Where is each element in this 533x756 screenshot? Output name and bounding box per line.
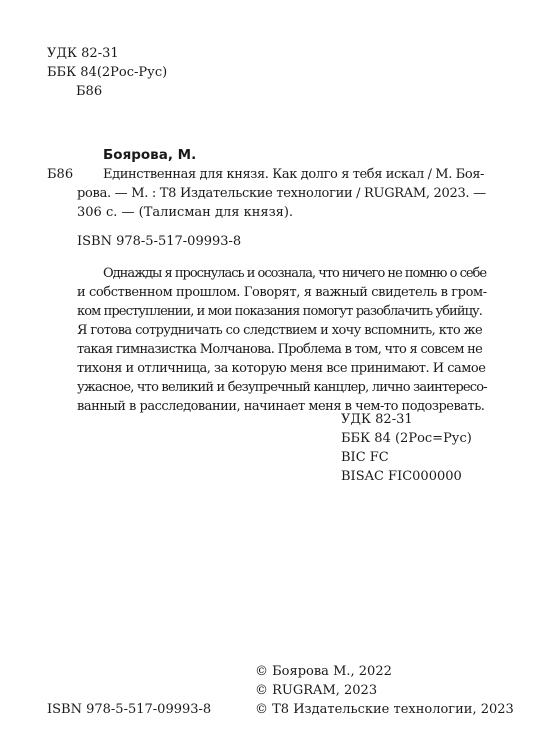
top-bbk: ББК 84(2Рос-Рус) — [47, 65, 168, 80]
class-udk: УДК 82-31 — [341, 412, 413, 427]
annotation-line: и собственном прошлом. Говорят, я важный свидетель в гром- — [77, 285, 487, 300]
annotation — [77, 264, 487, 416]
annotation-line: Однажды я проснулась и осознала, что ничего не помню о себе — [103, 266, 487, 281]
annotation-line: Я готова сотрудничать со следствием и хочу вспомнить, кто же — [77, 323, 483, 338]
annotation-line: такая гимназистка Молчанова. Проблема в том, что я совсем не — [77, 342, 483, 357]
copyright-line: © Боярова М., 2022 — [255, 664, 392, 679]
class-bisac: BISAC FIC000000 — [341, 469, 462, 484]
copyright-line: © Т8 Издательские технологии, 2023 — [255, 702, 514, 717]
record-author-mark: Б86 — [47, 167, 74, 182]
class-bic: BIC FC — [341, 450, 389, 465]
record-description — [77, 165, 487, 222]
footer-isbn: ISBN 978-5-517-09993-8 — [47, 702, 212, 717]
top-author-mark: Б86 — [76, 84, 103, 99]
record-desc-line: Единственная для князя. Как долго я тебя искал / М. Боя- — [103, 167, 485, 182]
annotation-line: ванный в расследовании, начинает меня в чем-то подозревать. — [77, 399, 485, 414]
annotation-line: тихоня и отличница, за которую меня все принимают. И самое — [77, 361, 486, 376]
copyright-line: © RUGRAM, 2023 — [255, 683, 378, 698]
author-heading: Боярова, М. — [103, 147, 197, 163]
record-isbn: ISBN 978-5-517-09993-8 — [77, 234, 242, 249]
copyright-block — [255, 662, 514, 719]
class-bbk: ББК 84 (2Рос=Рус) — [341, 431, 472, 446]
record-desc-line: рова. — М. : Т8 Издательские технологии / RUGRAM, 2023. — — [77, 186, 486, 201]
top-udk: УДК 82-31 — [47, 46, 119, 61]
record-desc-line: 306 с. — (Талисман для князя). — [77, 205, 294, 220]
annotation-line: ком преступлении, и мои показания помогут разоблачить убийцу. — [77, 304, 483, 319]
classification-block — [341, 410, 472, 486]
annotation-line: ужасное, что великий и безупречный канцлер, лично заинтересо- — [77, 380, 487, 395]
top-classification — [47, 44, 167, 101]
